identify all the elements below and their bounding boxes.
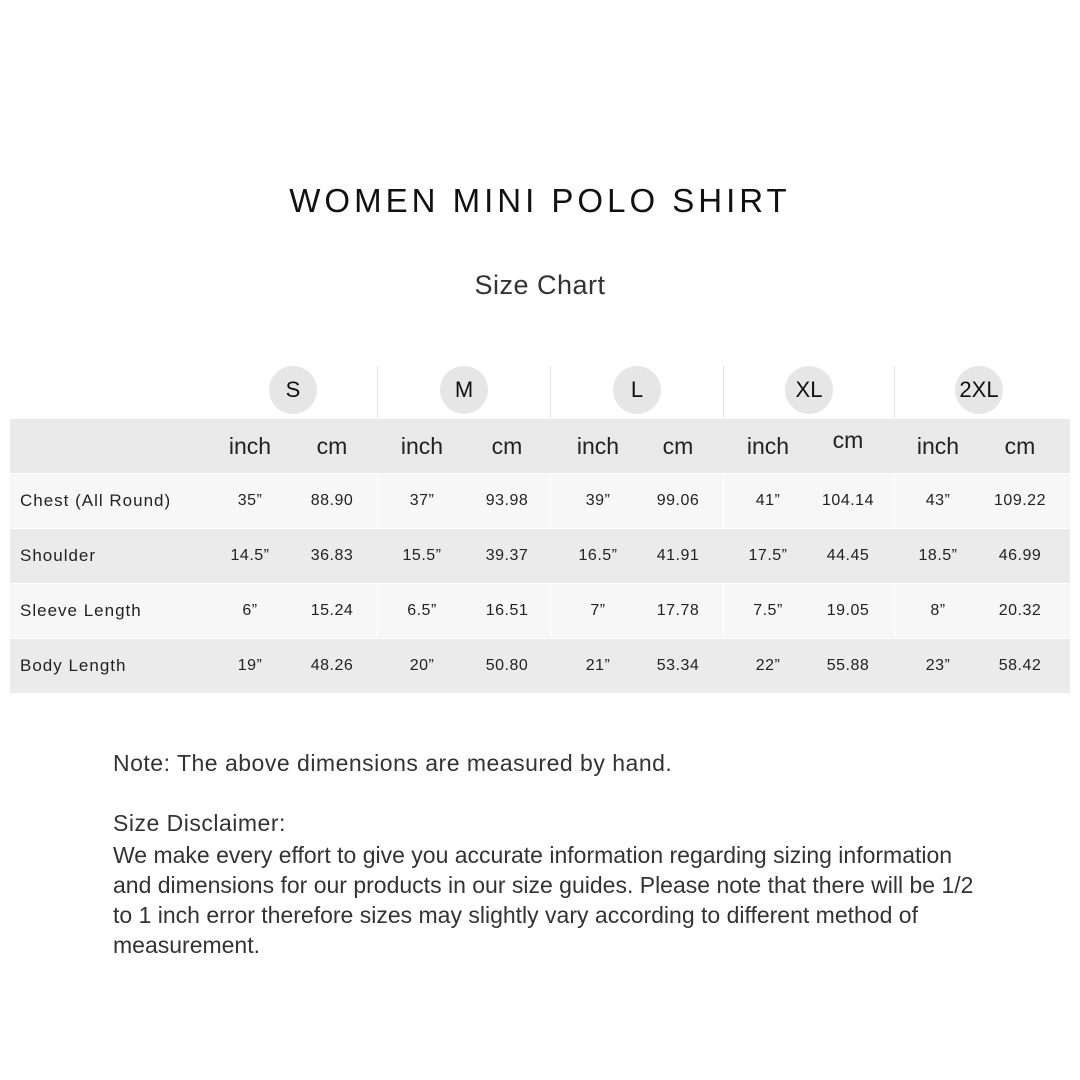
column-divider [723,584,724,638]
disclaimer-title: Size Disclaimer: [113,810,286,836]
table-cell: 55.88 [826,657,870,674]
column-divider [550,584,551,638]
table-cell: 19” [237,657,263,674]
table-cell: 7.5” [753,602,783,619]
table-cell: 41.91 [656,547,700,564]
header-divider [894,366,895,418]
table-cell: 14.5” [230,547,270,564]
measurement-note: Note: The above dimensions are measured by hand. [113,750,673,776]
unit-inch: inch [576,432,620,459]
unit-inch: inch [228,432,272,459]
table-cell: 93.98 [485,492,529,509]
size-header-s [209,362,377,418]
size-badge-l: L [613,366,661,414]
table-cell: 17.78 [656,602,700,619]
table-cell: 23” [925,657,951,674]
page-subtitle: Size Chart [474,270,606,300]
table-cell: 18.5” [918,547,958,564]
table-cell: 104.14 [822,492,874,509]
column-divider [894,474,895,528]
row-label: Chest (All Round) [20,491,172,510]
table-cell: 6” [242,602,258,619]
size-badge-xl: XL [785,366,833,414]
row-label: Sleeve Length [20,601,142,620]
unit-cm: cm [1004,432,1036,459]
table-cell: 44.45 [826,547,870,564]
table-cell: 20” [409,657,435,674]
size-badge-m: M [440,366,488,414]
table-cell: 41” [755,492,781,509]
table-cell: 15.24 [310,602,354,619]
column-divider [377,474,378,528]
unit-inch: inch [746,432,790,459]
unit-row [10,418,1070,473]
unit-inch: inch [400,432,444,459]
column-divider [377,584,378,638]
unit-cm: cm [662,432,694,459]
table-cell: 15.5” [402,547,442,564]
table-cell: 21” [585,657,611,674]
table-cell: 16.5” [578,547,618,564]
table-row [10,528,1070,583]
table-cell: 20.32 [998,602,1042,619]
unit-inch: inch [916,432,960,459]
table-cell: 39” [585,492,611,509]
table-cell: 36.83 [310,547,354,564]
table-cell: 22” [755,657,781,674]
size-badge-s: S [269,366,317,414]
table-cell: 50.80 [485,657,529,674]
unit-cm: cm [491,432,523,459]
disclaimer-text: We make every effort to give you accurate information regarding sizing information and dimensions for our products in our size guides. Please note that there will be 1/2 to 1 inch error therefore sizes may slightly vary according to different method of measurement. [113,842,974,958]
column-divider [550,474,551,528]
table-cell: 43” [925,492,951,509]
table-cell: 48.26 [310,657,354,674]
table-cell: 109.22 [994,492,1046,509]
table-row [10,473,1070,528]
table-cell: 46.99 [998,547,1042,564]
size-header-xl [724,362,894,418]
column-divider [723,474,724,528]
size-header-row [0,362,1080,418]
unit-cm: cm [316,432,348,459]
size-header-m [378,362,550,418]
size-chart-table [10,418,1070,693]
table-cell: 16.51 [485,602,529,619]
row-label: Body Length [20,656,127,675]
column-divider [894,584,895,638]
header-divider [377,366,378,418]
header-divider [723,366,724,418]
page-title: WOMEN MINI POLO SHIRT [289,182,791,219]
size-header-2xl [895,362,1063,418]
size-header-l [551,362,723,418]
table-cell: 99.06 [656,492,700,509]
table-cell: 35” [237,492,263,509]
table-cell: 39.37 [485,547,529,564]
unit-cm: cm [832,426,864,453]
size-badge-2xl: 2XL [955,366,1003,414]
table-row [10,638,1070,693]
table-row [10,583,1070,638]
table-cell: 8” [930,602,946,619]
table-cell: 6.5” [407,602,437,619]
table-cell: 88.90 [310,492,354,509]
table-cell: 37” [409,492,435,509]
table-cell: 58.42 [998,657,1042,674]
table-cell: 17.5” [748,547,788,564]
header-divider [550,366,551,418]
row-label: Shoulder [20,546,97,565]
table-cell: 7” [590,602,606,619]
table-cell: 53.34 [656,657,700,674]
table-cell: 19.05 [826,602,870,619]
